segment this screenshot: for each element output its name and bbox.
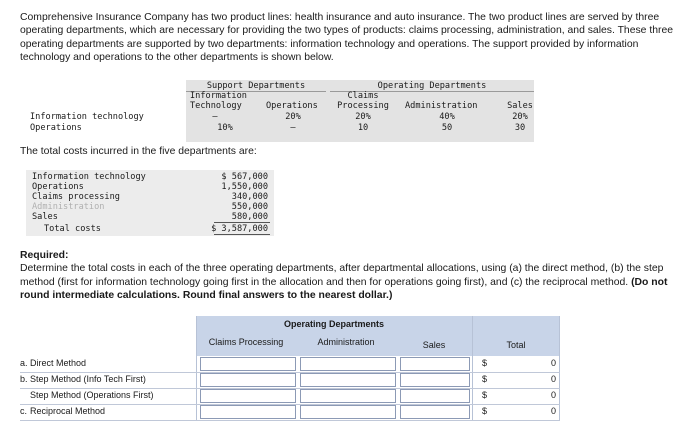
col-it-header-2: Technology: [190, 101, 242, 111]
problem-intro: Comprehensive Insurance Company has two product lines: health insurance and auto insurance. The two product lines are served by three operating departments, which are necessary for providing the two types of products: claims processing, administration, and sales. These three operating departments are supported by two departments: information technology and operations. The support provided by information technology and operations to the other departments is shown below.: [20, 12, 674, 64]
cost-total-rule: [214, 234, 270, 235]
col-sales: Sales: [422, 340, 446, 350]
it-to-it: —: [212, 112, 218, 122]
it-to-claims: 20%: [355, 112, 371, 122]
row-label: Reciprocal Method: [30, 406, 106, 416]
row-label: Direct Method: [30, 358, 87, 368]
row-label: Step Method (Info Tech First): [30, 374, 146, 384]
table-row: [20, 404, 560, 421]
support-departments-header: Support Departments: [206, 81, 306, 91]
cost-value-admin: 550,000: [231, 202, 268, 212]
operating-departments-group-header: Operating Departments: [283, 319, 385, 329]
dollar-sign: $: [482, 374, 488, 384]
ops-to-claims: 10: [357, 123, 369, 133]
row-label: Step Method (Operations First): [30, 390, 154, 400]
required-label: Required:: [20, 250, 69, 261]
step-it-claims-input[interactable]: [200, 373, 296, 387]
direct-claims-input[interactable]: [200, 357, 296, 371]
cost-label-sales: Sales: [32, 212, 58, 222]
col-total: Total: [506, 340, 526, 350]
direct-total-value: 0: [550, 358, 556, 368]
it-to-admin: 40%: [439, 112, 455, 122]
it-to-ops: 20%: [285, 112, 301, 122]
dollar-sign: $: [482, 358, 488, 368]
row-ops-label: Operations: [30, 123, 82, 133]
reciprocal-admin-input[interactable]: [300, 405, 396, 419]
cost-label-admin: Administration: [32, 202, 105, 212]
col-sales-header: Sales: [507, 101, 533, 111]
operating-departments-header: Operating Departments: [377, 81, 487, 91]
row-it-label: Information technology: [30, 112, 144, 122]
ops-to-it: 10%: [217, 123, 233, 133]
table-row: [20, 372, 560, 389]
cost-value-claims: 340,000: [231, 192, 268, 202]
cost-label-it: Information technology: [32, 172, 146, 182]
direct-admin-input[interactable]: [300, 357, 396, 371]
row-letter: c.: [20, 406, 28, 416]
col-claims-header-2: Processing: [337, 101, 389, 111]
step-it-admin-input[interactable]: [300, 373, 396, 387]
cost-total-label: Total costs: [44, 224, 101, 234]
reciprocal-total-value: 0: [550, 406, 556, 416]
step-ops-total-value: 0: [550, 390, 556, 400]
reciprocal-claims-input[interactable]: [200, 405, 296, 419]
col-ops-header: Operations: [266, 101, 318, 111]
dollar-sign: $: [482, 406, 488, 416]
costs-intro: The total costs incurred in the five departments are:: [20, 146, 257, 157]
cost-value-ops: 1,550,000: [221, 182, 268, 192]
ops-to-ops: —: [290, 123, 296, 133]
cost-total-value: $ 3,587,000: [211, 224, 268, 234]
row-letter: a.: [20, 358, 28, 368]
answer-table: [20, 316, 560, 420]
col-administration: Administration: [317, 337, 375, 347]
ops-to-admin: 50: [441, 123, 453, 133]
step-ops-sales-input[interactable]: [400, 389, 470, 403]
col-it-header-1: Information: [190, 91, 247, 101]
reciprocal-sales-input[interactable]: [400, 405, 470, 419]
col-admin-header: Administration: [405, 101, 478, 111]
cost-value-sales: 580,000: [231, 212, 268, 222]
ops-to-sales: 30: [514, 123, 526, 133]
cost-subtotal-rule: [214, 222, 270, 223]
table-row: [20, 356, 560, 373]
required-text: Determine the total costs in each of the three operating departments, after departmental allocations, using (a) the direct method, (b) the step method (first for information technology going first in the allocation and then for operations going first), and (c) the reciprocal method.: [20, 263, 664, 288]
step-ops-claims-input[interactable]: [200, 389, 296, 403]
cost-label-claims: Claims processing: [32, 192, 120, 202]
table-row: [20, 388, 560, 405]
dollar-sign: $: [482, 390, 488, 400]
required-rounding-note: (Do not round intermediate calculations. Round final answers to the nearest dollar.): [20, 276, 668, 302]
col-claims-header-1: Claims: [347, 91, 379, 101]
step-it-total-value: 0: [550, 374, 556, 384]
step-ops-admin-input[interactable]: [300, 389, 396, 403]
cost-value-it: $ 567,000: [221, 172, 268, 182]
direct-sales-input[interactable]: [400, 357, 470, 371]
col-claims-processing: Claims Processing: [208, 337, 284, 347]
required-section: [20, 249, 692, 303]
cost-label-ops: Operations: [32, 182, 84, 192]
it-to-sales: 20%: [512, 112, 528, 122]
row-letter: b.: [20, 374, 28, 384]
step-it-sales-input[interactable]: [400, 373, 470, 387]
